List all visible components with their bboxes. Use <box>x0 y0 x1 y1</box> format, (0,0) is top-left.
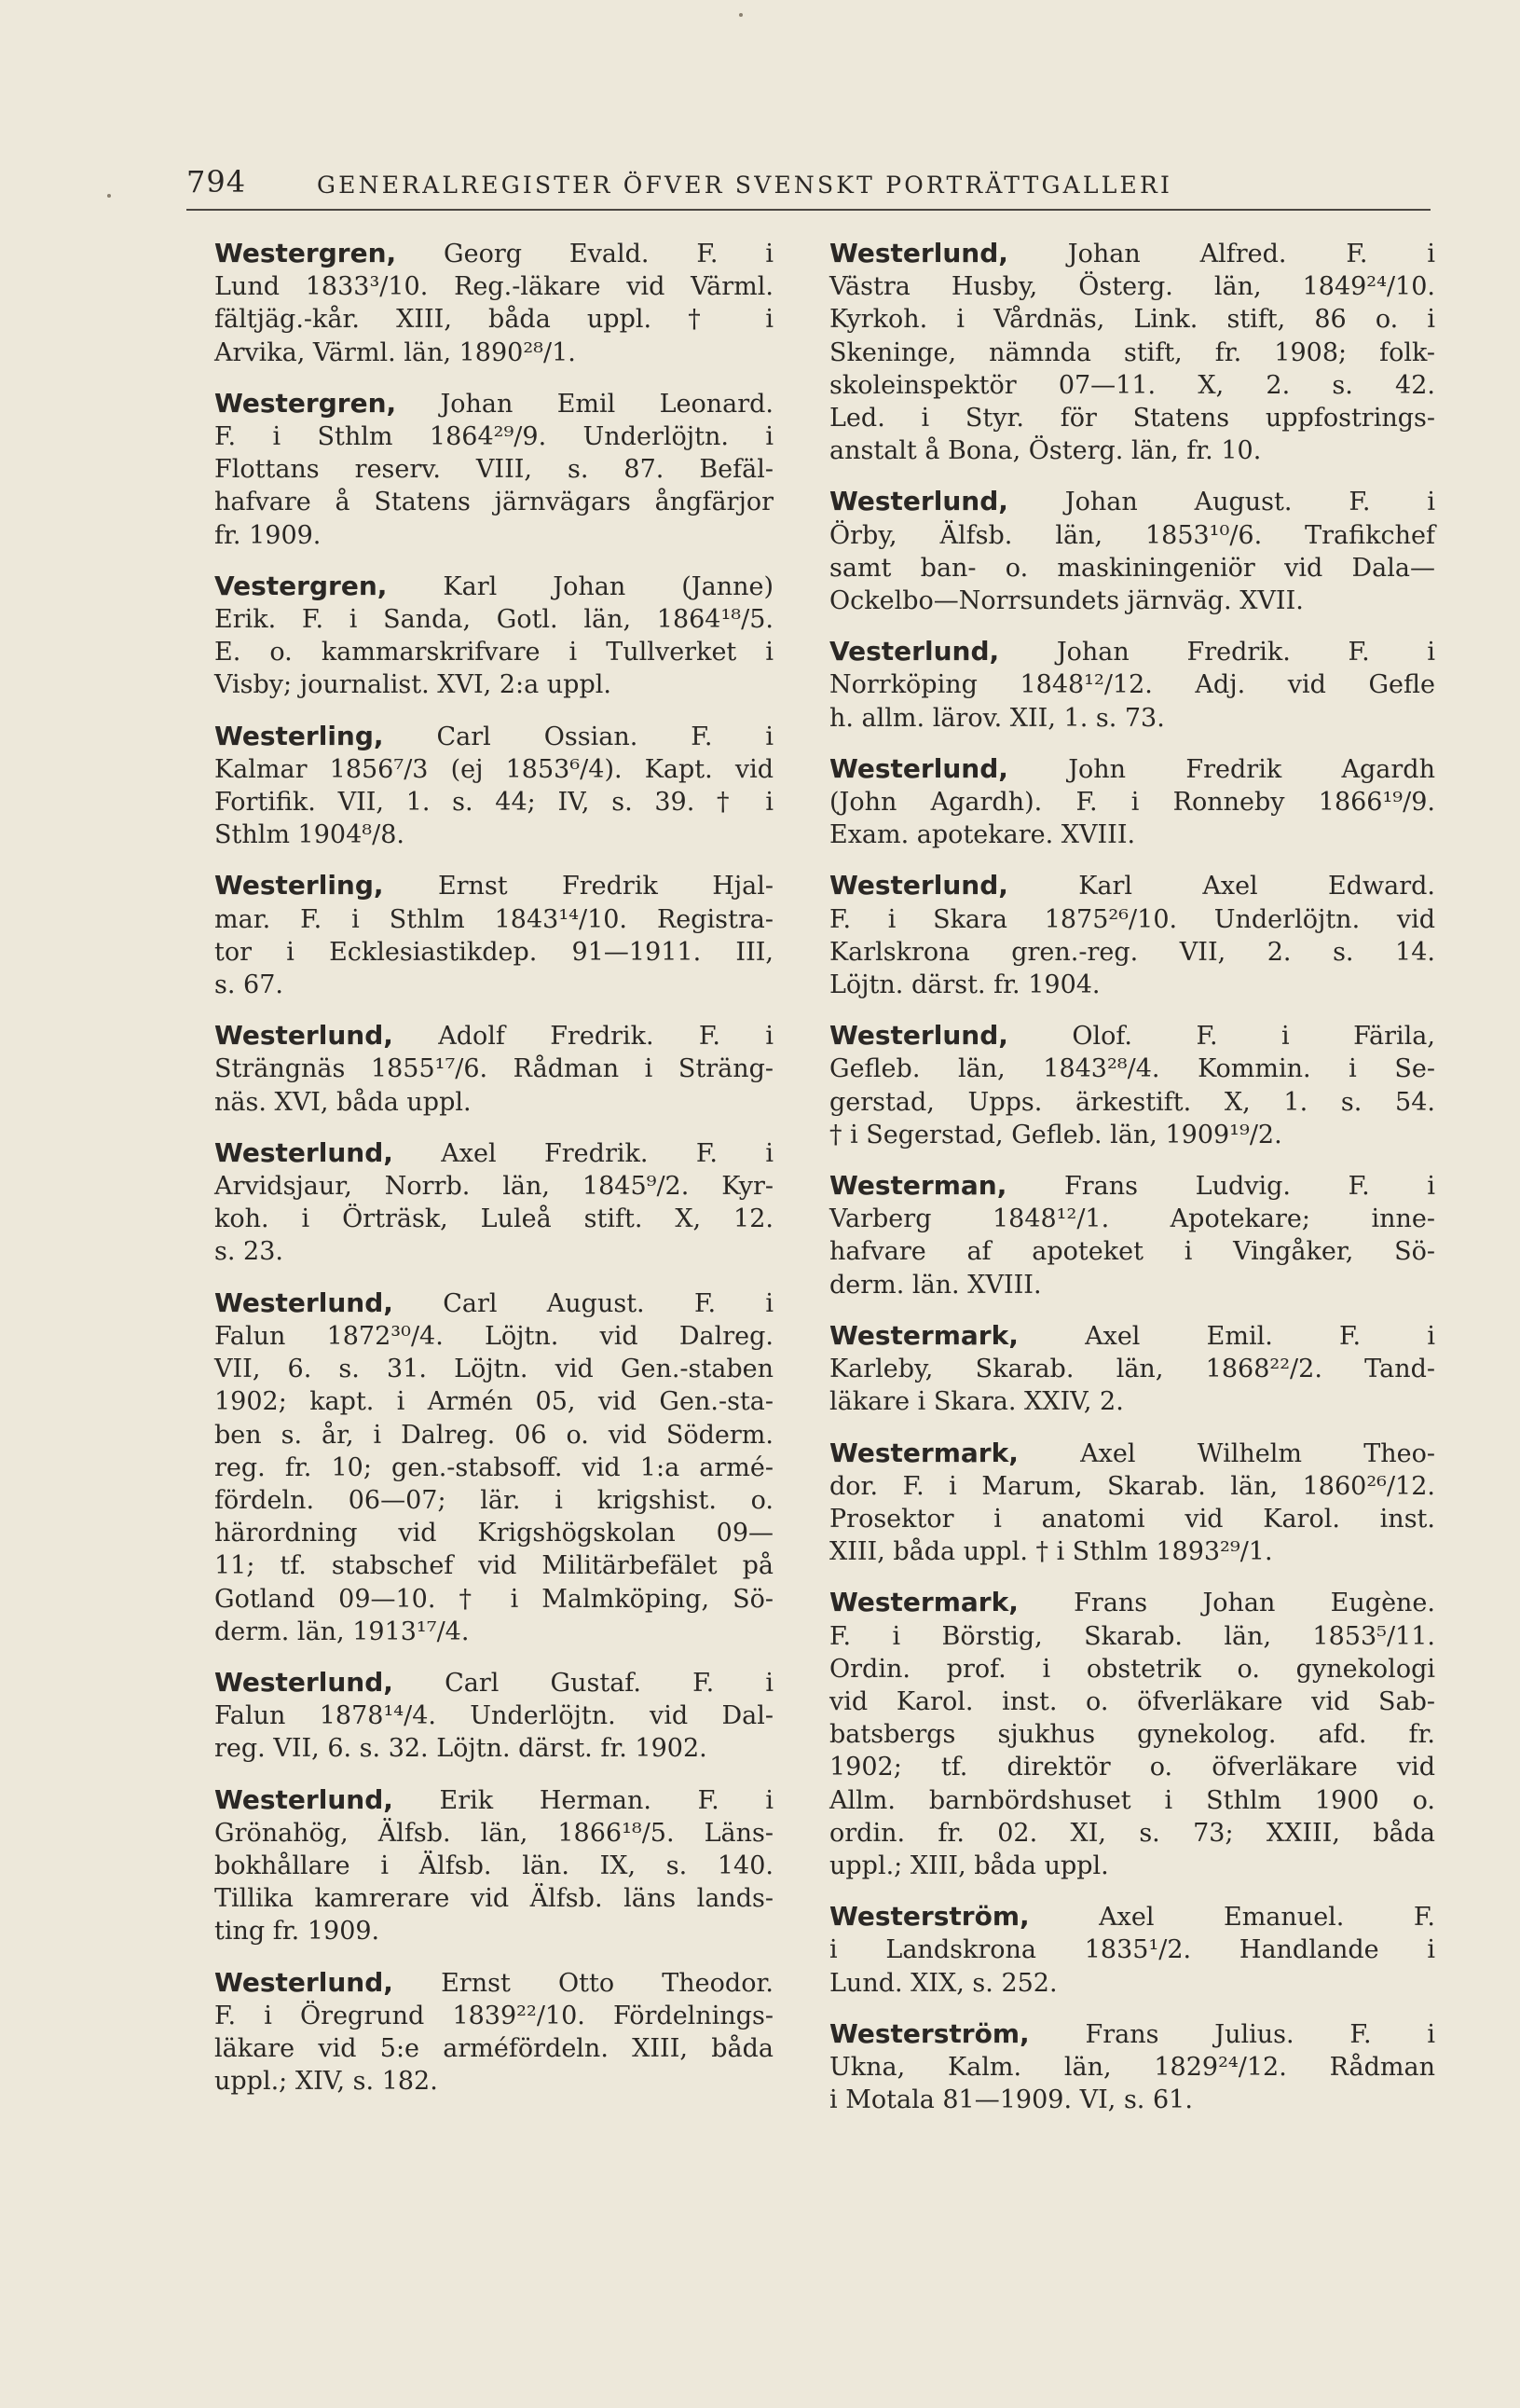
entry-line <box>829 1850 1435 1882</box>
entry-text: Johan August. F. i <box>1064 488 1435 517</box>
entry-text: † i Segerstad, Gefleb. län, 1909¹⁹/2. <box>829 1120 1282 1149</box>
entry-line <box>829 635 1435 668</box>
entry-text: Fortifik. VII, 1. s. 44; IV, s. 39. † i <box>214 788 774 818</box>
entry-text: Ordin. prof. i obstetrik o. gynekologi <box>829 1654 1435 1684</box>
register-entry <box>829 1586 1435 1882</box>
entry-text: Johan Alfred. F. i <box>1067 240 1435 268</box>
entry-text: Axel Fredrik. F. i <box>441 1138 774 1168</box>
entry-text: John Fredrik Agardh <box>1068 754 1435 784</box>
entry-text: näs. XVI, båda uppl. <box>214 1087 472 1117</box>
register-entry <box>214 387 774 552</box>
entry-text: 1902; kapt. i Armén 05, vid Gen.-sta- <box>214 1387 774 1417</box>
entry-line <box>214 786 774 819</box>
entry-text: Karleby, Skarab. län, 1868²²/2. Tand- <box>829 1355 1435 1384</box>
entry-text: uppl.; XIII, båda uppl. <box>829 1851 1109 1880</box>
entry-line <box>214 1086 774 1119</box>
entry-text: Kyrkoh. i Vårdnäs, Link. stift, 86 o. i <box>829 305 1435 335</box>
register-entry <box>829 485 1435 617</box>
entry-line <box>829 1169 1435 1203</box>
entry-surname: Vestergren, <box>214 570 388 601</box>
entry-line <box>829 869 1435 902</box>
entry-text: batsbergs sjukhus gynekolog. afd. fr. <box>829 1720 1435 1750</box>
entry-line <box>214 1053 774 1085</box>
entry-line <box>214 1882 774 1915</box>
entry-surname: Westerlund, <box>829 486 1008 517</box>
register-entry <box>214 237 774 369</box>
entry-text: fr. 1909. <box>214 520 322 550</box>
entry-text: Carl Gustaf. F. i <box>445 1668 774 1698</box>
entry-text: läkare vid 5:e arméfördeln. XIII, båda <box>214 2033 774 2063</box>
entry-text: Arvika, Värml. län, 1890²⁸/1. <box>214 337 576 367</box>
entry-surname: Westerlund, <box>214 1666 393 1698</box>
entry-text: ordin. fr. 02. XI, s. 73; XXIII, båda <box>829 1818 1435 1848</box>
entry-text: reg. fr. 10; gen.-stabsoff. vid 1:a armé- <box>214 1452 774 1482</box>
entry-text: Axel Emil. F. i <box>1085 1321 1435 1351</box>
entry-line <box>829 402 1435 434</box>
entry-line <box>829 1053 1435 1085</box>
entry-line <box>829 237 1435 270</box>
entry-line <box>829 2017 1435 2051</box>
entry-line <box>214 570 774 603</box>
entry-line <box>829 1900 1435 1933</box>
entry-text: VII, 6. s. 31. Löjtn. vid Gen.-staben <box>214 1355 774 1384</box>
entry-text: Ernst Otto Theodor. <box>441 1968 774 1998</box>
entry-line <box>829 519 1435 552</box>
entry-text: F. i Öregrund 1839²²/10. Fördelnings- <box>214 2001 774 2030</box>
entry-line <box>214 303 774 336</box>
entry-text: i Motala 81—1909. VI, s. 61. <box>829 2085 1193 2115</box>
entry-line <box>214 1817 774 1850</box>
entry-line <box>214 936 774 969</box>
entry-text: Lund 1833³/10. Reg.-läkare vid Värml. <box>214 272 774 302</box>
entry-text: Örby, Älfsb. län, 1853¹⁰/6. Trafikchef <box>829 520 1435 550</box>
entry-line <box>829 1586 1435 1619</box>
entry-line <box>829 1119 1435 1151</box>
entry-text: 11; tf. stabschef vid Militärbefälet på <box>214 1551 774 1581</box>
entry-text: Axel Emanuel. F. <box>1099 1903 1435 1933</box>
entry-text: dor. F. i Marum, Skarab. län, 1860²⁶/12. <box>829 1471 1435 1501</box>
entry-line <box>214 603 774 636</box>
entry-line <box>214 1385 774 1418</box>
entry-text: Arvidsjaur, Norrb. län, 1845⁹/2. Kyr- <box>214 1172 774 1202</box>
register-entry <box>214 720 774 852</box>
entry-line <box>214 819 774 851</box>
entry-surname: Westerling, <box>214 720 384 751</box>
paper-speck <box>107 194 111 198</box>
register-entry <box>214 570 774 702</box>
entry-surname: Westergren, <box>214 387 397 419</box>
entry-line <box>214 1783 774 1817</box>
page-number: 794 <box>186 164 247 200</box>
register-entry <box>829 1900 1435 2000</box>
entry-line <box>829 552 1435 585</box>
entry-line <box>829 434 1435 467</box>
entry-text: F. i Skara 1875²⁶/10. Underlöjtn. vid <box>829 904 1435 934</box>
entry-text: Johan Emil Leonard. <box>440 389 774 419</box>
entry-text: ting fr. 1909. <box>214 1917 380 1947</box>
entry-line <box>214 1966 774 2000</box>
right-column <box>829 237 1435 2134</box>
entry-text: koh. i Örträsk, Luleå stift. X, 12. <box>214 1204 774 1234</box>
entry-line <box>214 2000 774 2032</box>
entry-line <box>214 453 774 486</box>
entry-line <box>829 270 1435 303</box>
entry-line <box>829 1620 1435 1653</box>
register-entry <box>829 1169 1435 1301</box>
entry-text: anstalt å Bona, Österg. län, fr. 10. <box>829 436 1262 466</box>
entry-text: samt ban- o. maskiningeniör vid Dala— <box>829 553 1435 583</box>
register-entry <box>829 752 1435 852</box>
entry-line <box>829 936 1435 969</box>
entry-line <box>829 1686 1435 1718</box>
entry-line <box>214 1353 774 1385</box>
entry-text: reg. VII, 6. s. 32. Löjtn. därst. fr. 1902. <box>214 1734 707 1764</box>
entry-text: vid Karol. inst. o. öfverläkare vid Sab- <box>829 1686 1435 1716</box>
entry-line <box>214 1136 774 1170</box>
register-entry <box>829 2017 1435 2117</box>
register-entry <box>829 1319 1435 1419</box>
entry-line <box>214 1850 774 1882</box>
entry-text: Skeninge, nämnda stift, fr. 1908; folk- <box>829 337 1435 367</box>
entry-line <box>829 819 1435 851</box>
entry-text: Grönahög, Älfsb. län, 1866¹⁸/5. Läns- <box>214 1818 774 1848</box>
entry-line <box>214 1235 774 1268</box>
entry-line <box>214 1203 774 1235</box>
entry-text: härordning vid Krigshögskolan 09— <box>214 1519 774 1548</box>
entry-text: E. o. kammarskrifvare i Tullverket i <box>214 638 774 667</box>
entry-text: Allm. barnbördshuset i Sthlm 1900 o. <box>829 1785 1435 1815</box>
entry-line <box>829 369 1435 402</box>
entry-line <box>829 1235 1435 1268</box>
entry-line <box>829 1437 1435 1470</box>
entry-line <box>829 2051 1435 2084</box>
entry-text: 1902; tf. direktör o. öfverläkare vid <box>829 1753 1435 1782</box>
entry-text: uppl.; XIV, s. 182. <box>214 2067 438 2097</box>
register-entry <box>829 869 1435 1001</box>
register-entry <box>214 1783 774 1948</box>
entry-text: s. 67. <box>214 970 283 1000</box>
entry-text: tor i Ecklesiastikdep. 91—1911. III, <box>214 937 774 967</box>
entry-text: Frans Ludvig. F. i <box>1064 1172 1435 1202</box>
entry-text: Carl August. F. i <box>443 1288 774 1318</box>
entry-surname: Westermark, <box>829 1319 1019 1351</box>
entry-text: Ukna, Kalm. län, 1829²⁴/12. Rådman <box>829 2052 1435 2082</box>
entry-surname: Westerlund, <box>214 1783 393 1815</box>
register-entry <box>829 237 1435 467</box>
entry-line <box>214 869 774 902</box>
entry-surname: Westerman, <box>829 1170 1007 1202</box>
entry-surname: Westerlund, <box>214 1966 393 1998</box>
entry-text: ben s. år, i Dalreg. 06 o. vid Söderm. <box>214 1420 774 1450</box>
register-entry <box>829 1019 1435 1151</box>
entry-text: mar. F. i Sthlm 1843¹⁴/10. Registra- <box>214 904 774 934</box>
entry-line <box>214 1320 774 1353</box>
entry-text: hafvare å Statens järnvägars ångfärjor <box>214 488 774 517</box>
entry-text: Erik Herman. F. i <box>439 1785 774 1815</box>
entry-line <box>829 2084 1435 2116</box>
entry-line <box>829 1503 1435 1535</box>
entry-line <box>829 1653 1435 1686</box>
entry-line <box>829 903 1435 936</box>
entry-text: Gefleb. län, 1843²⁸/4. Kommin. i Se- <box>829 1054 1435 1084</box>
entry-line <box>214 2032 774 2065</box>
entry-line <box>829 1203 1435 1235</box>
entry-line <box>214 720 774 753</box>
entry-text: bokhållare i Älfsb. län. IX, s. 140. <box>214 1851 774 1880</box>
entry-surname: Westerlund, <box>214 1287 393 1318</box>
entry-line <box>214 420 774 453</box>
entry-surname: Westerling, <box>214 870 384 901</box>
entry-surname: Westerlund, <box>829 870 1008 901</box>
entry-text: Johan Fredrik. F. i <box>1056 638 1435 667</box>
entry-text: Ernst Fredrik Hjal- <box>437 872 774 901</box>
entry-text: Gotland 09—10. † i Malmköping, Sö- <box>214 1584 774 1614</box>
entry-surname: Westerlund, <box>829 1020 1008 1052</box>
entry-text: XIII, båda uppl. † i Sthlm 1893²⁹/1. <box>829 1537 1273 1567</box>
entry-line <box>829 585 1435 617</box>
entry-text: Kalmar 1856⁷/3 (ej 1853⁶/4). Kapt. vid <box>214 754 774 784</box>
entry-line <box>214 1915 774 1947</box>
entry-text: (John Agardh). F. i Ronneby 1866¹⁹/9. <box>829 788 1435 818</box>
entry-line <box>829 702 1435 735</box>
entry-line <box>214 1452 774 1484</box>
entry-text: Visby; journalist. XVI, 2:a uppl. <box>214 670 611 700</box>
entry-surname: Vesterlund, <box>829 636 1000 667</box>
entry-text: fältjäg.-kår. XIII, båda uppl. † i <box>214 305 774 335</box>
entry-line <box>829 337 1435 369</box>
entry-line <box>214 969 774 1001</box>
entry-surname: Westergren, <box>214 238 397 268</box>
register-entry <box>214 1136 774 1269</box>
entry-line <box>214 1517 774 1549</box>
entry-surname: Westerlund, <box>829 752 1008 784</box>
register-entry <box>829 635 1435 735</box>
entry-line <box>214 337 774 369</box>
entry-text: fördeln. 06—07; lär. i krigshist. o. <box>214 1485 774 1515</box>
entry-text: Olof. F. i Färila, <box>1072 1022 1435 1052</box>
entry-line <box>829 668 1435 701</box>
entry-surname: Westerström, <box>829 1901 1030 1933</box>
entry-text: i Landskrona 1835¹/2. Handlande i <box>829 1935 1435 1965</box>
register-entry <box>214 1287 774 1648</box>
entry-line <box>829 1535 1435 1568</box>
entry-line <box>829 1086 1435 1119</box>
entry-text: Flottans reserv. VIII, s. 87. Befäl- <box>214 455 774 485</box>
left-column <box>214 237 774 2115</box>
entry-line <box>214 1583 774 1616</box>
entry-line <box>214 270 774 303</box>
entry-line <box>214 753 774 786</box>
entry-text: Exam. apotekare. XVIII. <box>829 820 1136 850</box>
entry-surname: Westerlund, <box>214 1136 393 1168</box>
entry-text: F. i Sthlm 1864²⁹/9. Underlöjtn. i <box>214 422 774 452</box>
paper-speck <box>739 13 743 17</box>
entry-text: Led. i Styr. för Statens uppfostrings- <box>829 404 1435 433</box>
entry-line <box>214 1287 774 1320</box>
entry-surname: Westermark, <box>829 1587 1019 1618</box>
entry-line <box>214 1170 774 1203</box>
entry-line <box>214 387 774 420</box>
entry-surname: Westermark, <box>829 1437 1019 1468</box>
entry-text: derm. län, 1913¹⁷/4. <box>214 1617 470 1646</box>
register-entry <box>214 1666 774 1766</box>
entry-line <box>214 1419 774 1452</box>
entry-text: Adolf Fredrik. F. i <box>438 1022 774 1052</box>
entry-line <box>214 636 774 668</box>
entry-text: Axel Wilhelm Theo- <box>1080 1438 1435 1468</box>
entry-line <box>214 1666 774 1699</box>
entry-line <box>214 668 774 701</box>
entry-line <box>829 1817 1435 1850</box>
entry-line <box>829 1718 1435 1751</box>
register-entry <box>829 1437 1435 1569</box>
running-title: GENERALREGISTER ÖFVER SVENSKT PORTRÄTTGALLERI <box>317 172 1173 199</box>
entry-line <box>829 485 1435 518</box>
entry-text: Norrköping 1848¹²/12. Adj. vid Gefle <box>829 670 1435 700</box>
entry-text: Varberg 1848¹²/1. Apotekare; inne- <box>829 1204 1435 1234</box>
entry-line <box>214 1484 774 1517</box>
entry-text: h. allm. lärov. XII, 1. s. 73. <box>829 703 1165 733</box>
entry-line <box>214 903 774 936</box>
entry-text: Sthlm 1904⁸/8. <box>214 820 404 850</box>
entry-text: Karl Axel Edward. <box>1078 872 1435 901</box>
entry-text: Frans Johan Eugène. <box>1074 1589 1435 1618</box>
entry-line <box>214 1732 774 1765</box>
entry-text: Frans Julius. F. i <box>1085 2019 1435 2049</box>
entry-line <box>829 752 1435 786</box>
entry-line <box>829 1269 1435 1301</box>
entry-line <box>829 1751 1435 1783</box>
entry-surname: Westerlund, <box>214 1020 393 1052</box>
register-entry <box>214 1966 774 2098</box>
entry-line <box>829 1385 1435 1418</box>
header-rule <box>186 209 1431 211</box>
entry-line <box>829 1319 1435 1353</box>
entry-line <box>829 1967 1435 2000</box>
entry-text: Erik. F. i Sanda, Gotl. län, 1864¹⁸/5. <box>214 605 774 635</box>
entry-line <box>214 237 774 270</box>
entry-text: läkare i Skara. XXIV, 2. <box>829 1387 1124 1417</box>
entry-text: Strängnäs 1855¹⁷/6. Rådman i Sträng- <box>214 1054 774 1084</box>
entry-text: Falun 1872³⁰/4. Löjtn. vid Dalreg. <box>214 1321 774 1351</box>
entry-text: Ockelbo—Norrsundets järnväg. XVII. <box>829 586 1304 616</box>
entry-line <box>829 786 1435 819</box>
entry-text: Carl Ossian. F. i <box>436 722 774 751</box>
entry-line <box>214 1019 774 1053</box>
entry-text: Tillika kamrerare vid Älfsb. läns lands- <box>214 1884 774 1914</box>
register-entry <box>214 1019 774 1119</box>
entry-text: Löjtn. därst. fr. 1904. <box>829 970 1101 1000</box>
entry-line <box>214 486 774 518</box>
entry-text: Georg Evald. F. i <box>444 240 774 268</box>
entry-line <box>829 1933 1435 1966</box>
entry-surname: Westerlund, <box>829 238 1008 268</box>
entry-text: derm. län. XVIII. <box>829 1270 1042 1300</box>
entry-line <box>214 1549 774 1582</box>
entry-line <box>214 1616 774 1648</box>
entry-line <box>829 303 1435 336</box>
entry-text: Prosektor i anatomi vid Karol. inst. <box>829 1504 1435 1534</box>
entry-line <box>829 1784 1435 1817</box>
entry-text: Falun 1878¹⁴/4. Underlöjtn. vid Dal- <box>214 1701 774 1731</box>
entry-text: Västra Husby, Österg. län, 1849²⁴/10. <box>829 272 1435 302</box>
page-header <box>186 164 1305 211</box>
entry-surname: Westerström, <box>829 2017 1030 2049</box>
entry-line <box>214 1699 774 1732</box>
entry-text: Lund. XIX, s. 252. <box>829 1968 1058 1998</box>
entry-line <box>214 519 774 552</box>
entry-text: hafvare af apoteket i Vingåker, Sö- <box>829 1237 1435 1267</box>
entry-text: Karl Johan (Janne) <box>443 571 774 601</box>
entry-line <box>829 1353 1435 1385</box>
entry-text: skoleinspektör 07—11. X, 2. s. 42. <box>829 370 1435 400</box>
entry-line <box>829 1470 1435 1503</box>
entry-text: Karlskrona gren.-reg. VII, 2. s. 14. <box>829 937 1435 967</box>
entry-text: F. i Börstig, Skarab. län, 1853⁵/11. <box>829 1621 1435 1651</box>
entry-line <box>214 2065 774 2098</box>
entry-line <box>829 1019 1435 1053</box>
entry-text: gerstad, Upps. ärkestift. X, 1. s. 54. <box>829 1087 1435 1117</box>
entry-text: s. 23. <box>214 1237 283 1267</box>
entry-line <box>829 969 1435 1001</box>
register-entry <box>214 869 774 1001</box>
